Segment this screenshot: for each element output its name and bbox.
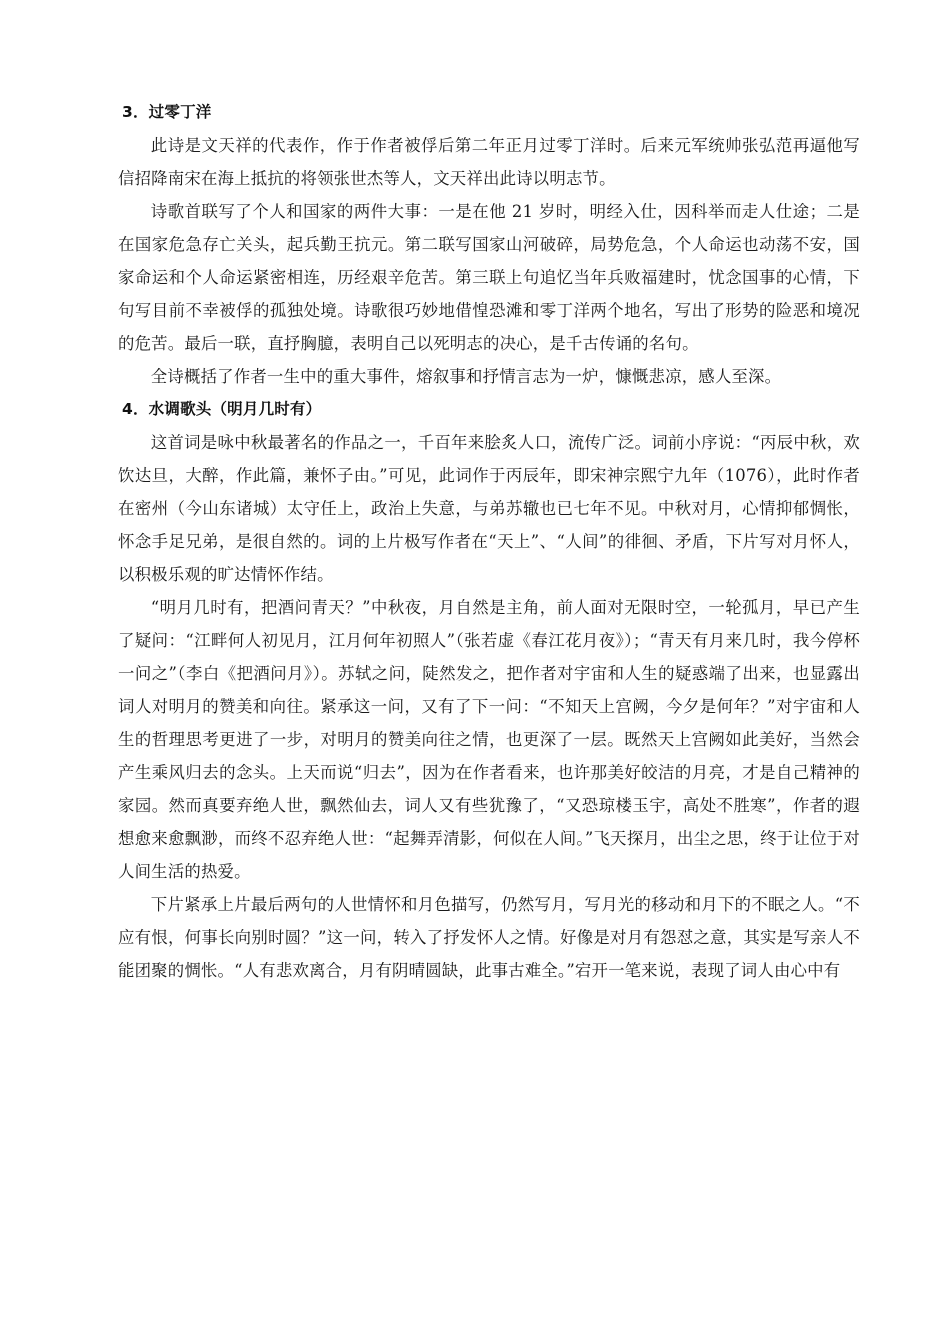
paragraph: 诗歌首联写了个人和国家的两件大事：一是在他 21 岁时，明经入仕，因科举而走人仕途；二是在国家危急存亡关头，起兵勤王抗元。第二联写国家山河破碎，局势危急，个人命运也动荡不安，国家命运和个人命运紧密相连，历经艰辛危苦。第三联上句追忆当年兵败福建时，忧念国事的心情，下句写目前不幸被俘的孤独处境。诗歌很巧妙地借惶恐滩和零丁洋两个地名，写出了形势的险恶和境况的危苦。最后一联，直抒胸臆，表明自己以死明志的决心，是千古传诵的名句。 <box>118 202 860 353</box>
paragraph: 此诗是文天祥的代表作，作于作者被俘后第二年正月过零丁洋时。后来元军统帅张弘范再逼他写信招降南宋在海上抵抗的将领张世杰等人，文天祥出此诗以明志节。 <box>118 136 860 188</box>
paragraph: 全诗概括了作者一生中的重大事件，熔叙事和抒情言志为一炉，慷慨悲凉，感人至深。 <box>150 367 782 386</box>
paragraph: 这首词是咏中秋最著名的作品之一，千百年来脍炙人口，流传广泛。词前小序说：“丙辰中秋，欢饮达旦，大醉，作此篇，兼怀子由。”可见，此词作于丙辰年，即宋神宗熙宁九年（1076），此时作者在密州（今山东诸城）太守任上，政治上失意，与弟苏辙也已七年不见。中秋对月，心情抑郁惆怅，怀念手足兄弟，是很自然的。词的上片极写作者在“天上”、“人间”的徘徊、矛盾，下片写对月怀人，以积极乐观的旷达情怀作结。 <box>118 433 860 584</box>
paragraph: 下片紧承上片最后两句的人世情怀和月色描写，仍然写月，写月光的移动和月下的不眠之人。“不应有恨，何事长向别时圆？”这一问，转入了抒发怀人之情。好像是对月有怨怼之意，其实是写亲人不能团聚的惆怅。“人有悲欢离合，月有阴晴圆缺，此事古难全。”宕开一笔来说，表现了词人由心中有 <box>118 895 860 980</box>
paragraph: “明月几时有，把酒问青天？”中秋夜，月自然是主角，前人面对无限时空，一轮孤月，早已产生了疑问：“江畔何人初见月，江月何年初照人”（张若虚《春江花月夜》）；“青天有月来几时，我今停杯一问之”（李白《把酒问月》）。苏轼之问，陡然发之，把作者对宇宙和人生的疑惑端了出来，也显露出词人对明月的赞美和向往。紧承这一问，又有了下一问：“不知天上宫阙，今夕是何年？”对宇宙和人生的哲理思考更进了一步，对明月的赞美向往之情，也更深了一层。既然天上宫阙如此美好，当然会产生乘风归去的念头。上天而说“归去”，因为在作者看来，也许那美好皎洁的月亮，才是自己精神的家园。然而真要弃绝人世，飘然仙去，词人又有些犹豫了，“又恐琼楼玉宇，高处不胜寒”，作者的遐想愈来愈飘渺，而终不忍弃绝人世：“起舞弄清影，何似在人间。”飞天探月，出尘之思，终于让位于对人间生活的热爱。 <box>118 598 860 881</box>
section-heading-guolingdingyang: 3．过零丁洋 <box>122 103 212 121</box>
section-heading-shuidiaogetou: 4．水调歌头（明月几时有） <box>122 400 322 418</box>
document-body <box>118 96 860 987</box>
